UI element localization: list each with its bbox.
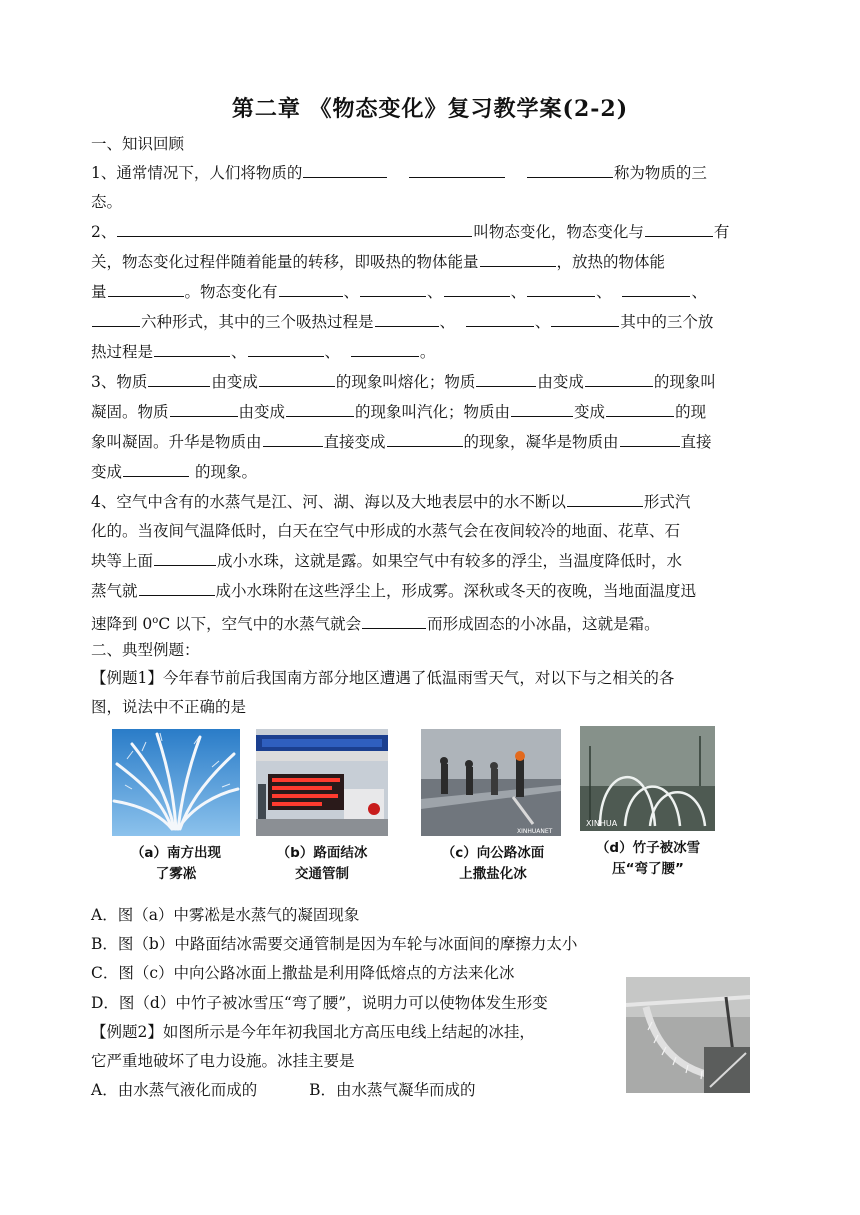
figure-c-salting-road-photo xyxy=(421,729,561,836)
blank xyxy=(466,312,534,327)
blank xyxy=(139,581,215,596)
figure-b-caption-2: 交通管制 xyxy=(295,866,349,882)
figure-b-toll-station-photo xyxy=(256,729,388,836)
blank xyxy=(387,432,463,447)
blank xyxy=(585,372,653,387)
q2-text-c: 有 xyxy=(713,223,730,241)
q3-text-h: 的现象叫汽化；物质由 xyxy=(355,403,511,421)
q2-text-j: 热过程是 xyxy=(91,343,154,361)
example-1-option-b: B．图（b）中路面结冰需要交通管制是因为车轮与冰面间的摩擦力太小 xyxy=(91,935,578,953)
q3-text-k: 象叫凝固。升华是物质由 xyxy=(91,433,262,451)
figure-d-bent-bamboo-photo xyxy=(580,726,715,831)
blank xyxy=(117,222,472,237)
toll-station-illustration xyxy=(256,729,388,836)
q3-text-o: 变成 xyxy=(91,463,123,481)
question-1-line-2: 态。 xyxy=(91,193,123,211)
ice-power-line-illustration xyxy=(626,977,750,1093)
blank xyxy=(620,432,680,447)
blank xyxy=(480,252,556,267)
q3-text-m: 的现象，凝华是物质由 xyxy=(463,433,619,451)
q2-text-e: ，放热的物体能 xyxy=(556,253,666,271)
blank xyxy=(551,312,619,327)
question-2-line-2 xyxy=(91,252,665,272)
q3-text-n: 直接 xyxy=(680,433,712,451)
blank xyxy=(154,342,230,357)
figure-d-caption-1: （d）竹子被冰雪 xyxy=(595,840,701,856)
q3-text-c: 的现象叫熔化；物质 xyxy=(335,373,476,391)
question-3-line-3 xyxy=(91,432,712,452)
q4-text-e: 蒸气就 xyxy=(91,582,138,600)
question-3-line-2 xyxy=(91,402,706,422)
q2-text-h: 六种形式，其中的三个吸热过程是 xyxy=(141,313,374,331)
q3-text-g: 由变成 xyxy=(238,403,286,421)
figure-d-caption-2: 压“弯了腰” xyxy=(612,861,684,877)
q4-text-c: 块等上面 xyxy=(91,552,154,570)
q4-text-f: 成小水珠附在这些浮尘上，形成雾。深秋或冬天的夜晚，当地面温度迅 xyxy=(215,582,697,600)
blank xyxy=(303,163,387,178)
bent-bamboo-illustration xyxy=(580,726,715,831)
blank xyxy=(362,614,426,629)
q4-text-i: 而形成固态的小冰晶，这就是霜。 xyxy=(427,615,660,634)
example-1-option-d: D．图（d）中竹子被冰雪压“弯了腰”，说明力可以使物体发生形变 xyxy=(91,994,548,1012)
blank xyxy=(286,402,354,417)
q3-text-j: 的现 xyxy=(675,403,707,421)
section-heading-examples: 二、典型例题： xyxy=(91,641,200,659)
q2-text-i: 其中的三个放 xyxy=(620,313,714,331)
blank xyxy=(527,163,613,178)
blank xyxy=(108,282,184,297)
blank xyxy=(360,282,426,297)
blank xyxy=(351,342,419,357)
section-heading-review: 一、知识回顾 xyxy=(91,135,185,153)
blank xyxy=(409,163,505,178)
q4-text-b: 形式汽 xyxy=(643,493,691,511)
question-4-line-3 xyxy=(91,551,682,571)
blank xyxy=(567,492,643,507)
blank xyxy=(279,282,343,297)
blank xyxy=(527,282,595,297)
question-2-line-3: 量 。物态变化有 、 、 、 、 、 xyxy=(91,283,707,301)
q2-text-a: 2、 xyxy=(91,223,117,241)
blank xyxy=(622,282,690,297)
q1-text-b: 称为物质的三 xyxy=(613,164,707,182)
salting-road-illustration xyxy=(421,729,561,836)
blank xyxy=(511,402,573,417)
example-1-line-1: 【例题1】今年春节前后我国南方部分地区遭遇了低温雨雪天气，对以下与之相关的各 xyxy=(91,669,675,687)
blank xyxy=(476,372,536,387)
q3-text-f: 凝固。物质 xyxy=(91,403,169,421)
q3-text-l: 直接变成 xyxy=(323,433,386,451)
question-4-line-1 xyxy=(91,492,690,512)
figure-b-caption-1: （b）路面结冰 xyxy=(276,845,368,861)
example-2-line-1: 【例题2】如图所示是今年年初我国北方高压电线上结起的冰挂， xyxy=(91,1023,535,1041)
question-1-line-1 xyxy=(91,163,707,183)
question-2-line-5: 热过程是 、 、 。 xyxy=(91,343,436,361)
q3-text-d: 由变成 xyxy=(537,373,584,391)
blank xyxy=(148,372,210,387)
q2-text-d: 关，物态变化过程伴随着能量的转移，即吸热的物体能量 xyxy=(91,253,479,271)
question-4-line-2: 化的。当夜间气温降低时，白天在空气中形成的水蒸气会在夜间较冷的地面、花草、石 xyxy=(91,522,681,540)
blank xyxy=(606,402,674,417)
figure-c-caption-2: 上撒盐化冰 xyxy=(459,866,527,882)
q4-text-h: C 以下，空气中的水蒸气就会 xyxy=(158,615,362,634)
example-2-option-a: A．由水蒸气液化而成的 xyxy=(91,1081,258,1099)
question-3-line-4 xyxy=(91,462,257,482)
q3-text-e: 的现象叫 xyxy=(653,373,716,391)
q2-text-f: 量 xyxy=(91,283,107,301)
example-2-option-b: B．由水蒸气凝华而成的 xyxy=(309,1081,476,1099)
example-2-line-2: 它严重地破坏了电力设施。冰挂主要是 xyxy=(91,1052,355,1070)
question-2-line-1 xyxy=(91,222,729,242)
figure-d-watermark: XINHUA xyxy=(586,819,618,828)
blank xyxy=(259,372,335,387)
example-1-option-c: C．图（c）中向公路冰面上撒盐是利用降低熔点的方法来化冰 xyxy=(91,964,515,982)
blank xyxy=(645,222,713,237)
question-2-line-4: 六种形式，其中的三个吸热过程是 、 、 其中的三个放 xyxy=(91,312,713,332)
question-4-line-5 xyxy=(91,611,660,634)
figure-c-watermark: XINHUANET xyxy=(517,828,553,835)
q1-text-a: 1、通常情况下，人们将物质的 xyxy=(91,164,303,182)
example-1-option-a: A．图（a）中雾凇是水蒸气的凝固现象 xyxy=(91,906,360,924)
blank xyxy=(444,282,510,297)
q2-text-b: 叫物态变化，物态变化与 xyxy=(473,223,644,241)
q3-text-a: 3、物质 xyxy=(91,373,148,391)
blank xyxy=(123,462,189,477)
blank xyxy=(154,551,216,566)
blank xyxy=(375,312,439,327)
example-2-options xyxy=(91,1080,475,1100)
question-4-line-4 xyxy=(91,581,696,601)
q2-text-k: 。 xyxy=(419,343,436,361)
blank xyxy=(92,312,140,327)
figure-a-caption-2: 了雾凇 xyxy=(155,866,197,882)
q3-text-i: 变成 xyxy=(574,403,606,421)
figure-c-caption-1: （c）向公路冰面 xyxy=(441,845,545,861)
q3-text-b: 由变成 xyxy=(211,373,258,391)
q4-text-g: 速降到 0 xyxy=(91,615,153,634)
example-1-line-2: 图，说法中不正确的是 xyxy=(91,698,247,716)
rime-illustration xyxy=(112,729,240,836)
figure-ice-power-line-photo xyxy=(626,977,750,1093)
figure-a-rime-photo xyxy=(112,729,240,836)
q3-text-p: 的现象。 xyxy=(190,463,257,481)
blank xyxy=(263,432,323,447)
figure-a-caption-1: （a）南方出现 xyxy=(130,845,222,861)
degree-mark: o xyxy=(152,615,159,626)
blank xyxy=(170,402,238,417)
q2-text-g: 。物态变化有 xyxy=(184,283,278,301)
page-title: 第二章 《物态变化》复习教学案(2-2) xyxy=(231,96,629,122)
question-3-line-1 xyxy=(91,372,716,392)
blank xyxy=(248,342,324,357)
q4-text-d: 成小水珠，这就是露。如果空气中有较多的浮尘，当温度降低时，水 xyxy=(217,552,683,570)
q4-text-a: 4、空气中含有的水蒸气是江、河、湖、海以及大地表层中的水不断以 xyxy=(91,493,566,511)
